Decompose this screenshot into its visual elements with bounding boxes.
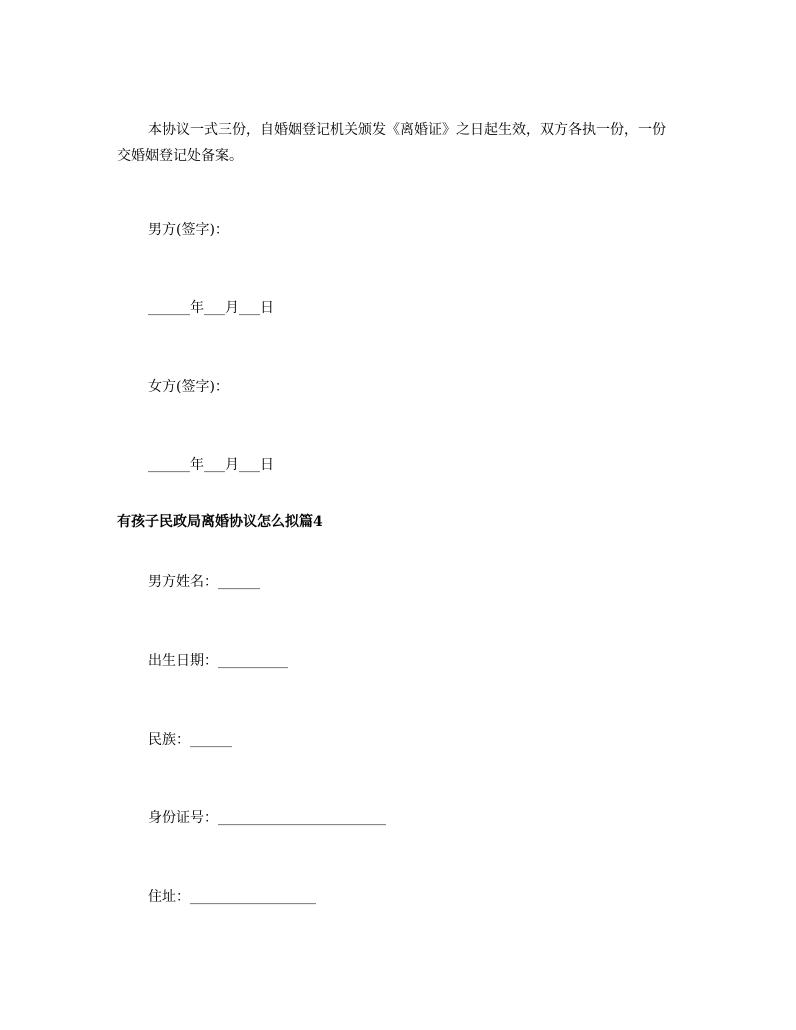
man-name-field: 男方姓名：______	[148, 574, 260, 590]
closing-paragraph: 本协议一式三份，自婚姻登记机关颁发《离婚证》之日起生效，双方各执一份，一份交婚姻登记处备案。	[117, 122, 666, 164]
man-signature-date: ______年___月___日	[148, 300, 274, 316]
woman-signature-date: ______年___月___日	[148, 457, 274, 473]
man-signature-label: 男方(签字)：	[148, 222, 229, 238]
ethnicity-field: 民族：______	[148, 732, 232, 748]
woman-signature-label: 女方(签字)：	[148, 379, 229, 395]
birth-date-field: 出生日期：__________	[148, 653, 288, 669]
section-heading: 有孩子民政局离婚协议怎么拟篇4	[117, 514, 323, 530]
id-number-field: 身份证号：________________________	[148, 810, 386, 826]
address-field: 住址：__________________	[148, 889, 316, 905]
